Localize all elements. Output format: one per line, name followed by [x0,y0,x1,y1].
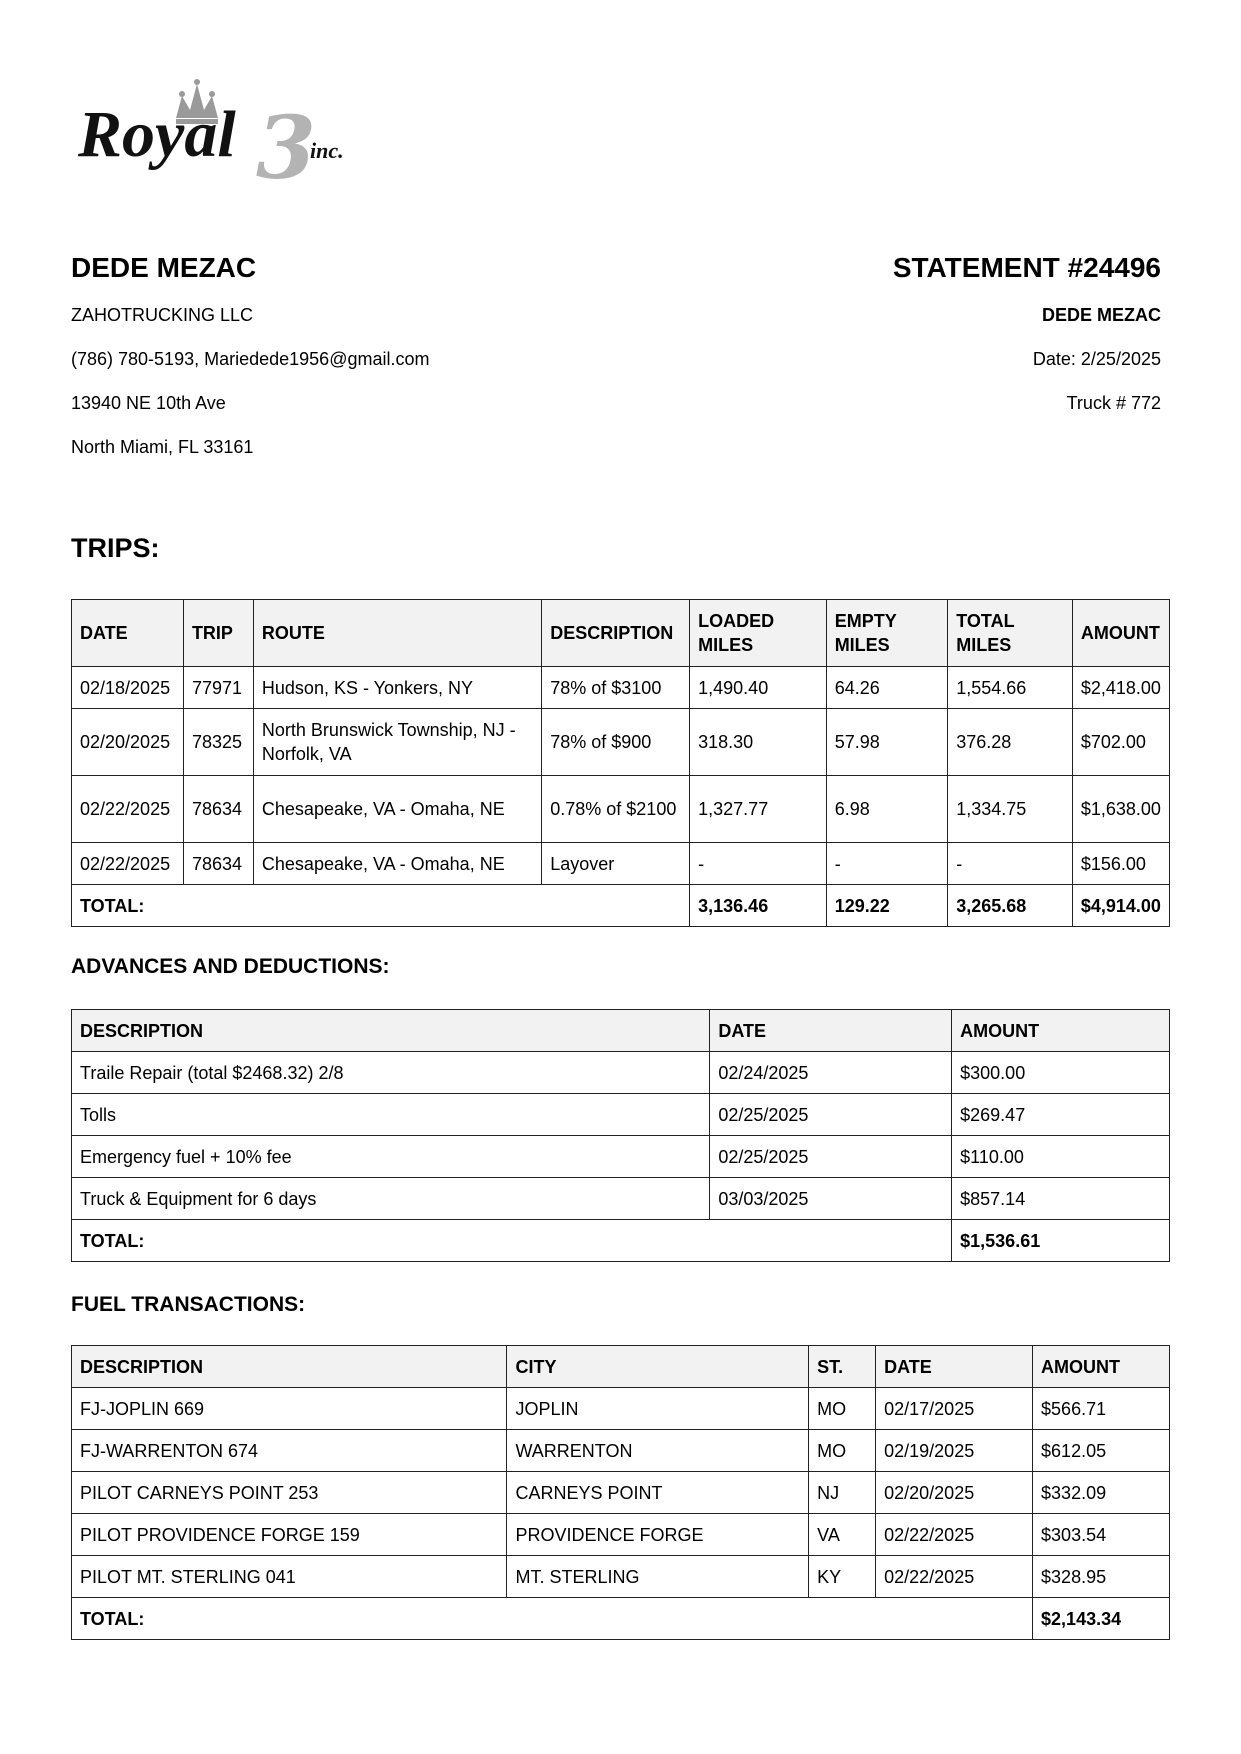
table-row [72,1052,1170,1094]
total-row [72,1220,1170,1262]
cell: 318.30 [690,709,827,776]
cell: Traile Repair (total $2468.32) 2/8 [72,1052,710,1094]
table-row [72,1094,1170,1136]
col-description: DESCRIPTION [72,1346,507,1388]
total-amount: $1,536.61 [952,1220,1170,1262]
col-city: CITY [507,1346,809,1388]
cell: 1,334.75 [948,776,1073,843]
cell: $332.09 [1033,1472,1170,1514]
cell: - [690,843,827,885]
trips-table [71,599,1170,927]
cell: MT. STERLING [507,1556,809,1598]
col-amount: AMOUNT [952,1010,1170,1052]
cell: - [826,843,948,885]
col-total-miles: TOTAL MILES [948,600,1073,667]
col-date: DATE [72,600,184,667]
total-loaded-miles: 3,136.46 [690,885,827,927]
cell: 1,554.66 [948,667,1073,709]
cell: $2,418.00 [1072,667,1169,709]
royal-3-inc-logo [78,78,388,188]
cell: 02/22/2025 [876,1556,1033,1598]
col-route: ROUTE [253,600,541,667]
col-loaded-miles: LOADED MILES [690,600,827,667]
cell: 78634 [183,843,253,885]
cell: 376.28 [948,709,1073,776]
contact-info: (786) 780-5193, Mariedede1956@gmail.com [71,349,430,369]
total-empty-miles: 129.22 [826,885,948,927]
total-label: TOTAL: [72,1598,1033,1640]
total-amount: $4,914.00 [1072,885,1169,927]
logo-suffix: inc. [310,138,344,163]
cell: 02/17/2025 [876,1388,1033,1430]
cell: $156.00 [1072,843,1169,885]
cell: 02/24/2025 [710,1052,952,1094]
table-row [72,843,1170,885]
cell: CARNEYS POINT [507,1472,809,1514]
cell: $303.54 [1033,1514,1170,1556]
cell: 02/25/2025 [710,1136,952,1178]
cell: 02/19/2025 [876,1430,1033,1472]
trips-title: TRIPS: [71,533,160,563]
cell: 1,327.77 [690,776,827,843]
cell: 0.78% of $2100 [542,776,690,843]
cell: Chesapeake, VA - Omaha, NE [253,776,541,843]
cell: $612.05 [1033,1430,1170,1472]
col-empty-miles: EMPTY MILES [826,600,948,667]
logo-numeral: 3 [256,98,316,188]
table-row [72,709,1170,776]
cell: 6.98 [826,776,948,843]
cell: $269.47 [952,1094,1170,1136]
cell: 02/18/2025 [72,667,184,709]
cell: FJ-WARRENTON 674 [72,1430,507,1472]
col-description: DESCRIPTION [72,1010,710,1052]
cell: Layover [542,843,690,885]
total-label: TOTAL: [72,1220,952,1262]
truck-number: Truck # 772 [1066,393,1161,413]
statement-info [601,250,1161,436]
table-header-row [72,1346,1170,1388]
advances-table [71,1009,1170,1262]
cell: - [948,843,1073,885]
col-date: DATE [710,1010,952,1052]
cell: JOPLIN [507,1388,809,1430]
company-name: ZAHOTRUCKING LLC [71,305,254,325]
table-row [72,1472,1170,1514]
advances-title: ADVANCES AND DEDUCTIONS: [71,955,390,978]
total-amount: $2,143.34 [1033,1598,1170,1640]
table-row [72,667,1170,709]
cell: $857.14 [952,1178,1170,1220]
cell: 64.26 [826,667,948,709]
cell: 78% of $3100 [542,667,690,709]
cell: 78% of $900 [542,709,690,776]
fuel-table [71,1345,1170,1640]
driver-name: DEDE MEZAC [71,252,257,283]
col-trip: TRIP [183,600,253,667]
cell: Truck & Equipment for 6 days [72,1178,710,1220]
cell: $328.95 [1033,1556,1170,1598]
cell: MO [809,1388,876,1430]
table-row [72,1178,1170,1220]
table-row [72,776,1170,843]
cell: Emergency fuel + 10% fee [72,1136,710,1178]
cell: 57.98 [826,709,948,776]
cell: Tolls [72,1094,710,1136]
table-header-row [72,1010,1170,1052]
cell: 02/25/2025 [710,1094,952,1136]
statement-name: DEDE MEZAC [1041,305,1161,325]
cell: PILOT PROVIDENCE FORGE 159 [72,1514,507,1556]
cell: 02/20/2025 [876,1472,1033,1514]
col-description: DESCRIPTION [542,600,690,667]
cell: NJ [809,1472,876,1514]
address-line-2: North Miami, FL 33161 [71,437,254,457]
statement-date: Date: 2/25/2025 [1032,349,1161,369]
cell: $1,638.00 [1072,776,1169,843]
cell: 1,490.40 [690,667,827,709]
cell: 02/22/2025 [876,1514,1033,1556]
cell: MO [809,1430,876,1472]
driver-info [71,250,631,480]
fuel-title: FUEL TRANSACTIONS: [71,1293,306,1316]
cell: $702.00 [1072,709,1169,776]
cell: PILOT MT. STERLING 041 [72,1556,507,1598]
total-row [72,1598,1170,1640]
table-row [72,1556,1170,1598]
cell: 02/20/2025 [72,709,184,776]
table-row [72,1136,1170,1178]
cell: Hudson, KS - Yonkers, NY [253,667,541,709]
table-row [72,1388,1170,1430]
logo-brand: Royal [78,98,236,171]
cell: 77971 [183,667,253,709]
address-line-1: 13940 NE 10th Ave [71,393,226,413]
cell: 02/22/2025 [72,776,184,843]
cell: KY [809,1556,876,1598]
col-state: ST. [809,1346,876,1388]
cell: $566.71 [1033,1388,1170,1430]
cell: 78325 [183,709,253,776]
cell: 03/03/2025 [710,1178,952,1220]
statement-title: STATEMENT #24496 [892,252,1161,283]
table-row [72,1514,1170,1556]
cell: 02/22/2025 [72,843,184,885]
cell: WARRENTON [507,1430,809,1472]
cell: $300.00 [952,1052,1170,1094]
cell: FJ-JOPLIN 669 [72,1388,507,1430]
cell: Chesapeake, VA - Omaha, NE [253,843,541,885]
cell: PILOT CARNEYS POINT 253 [72,1472,507,1514]
cell: North Brunswick Township, NJ - Norfolk, VA [253,709,541,776]
col-amount: AMOUNT [1033,1346,1170,1388]
cell: VA [809,1514,876,1556]
total-row [72,885,1170,927]
col-date: DATE [876,1346,1033,1388]
table-header-row [72,600,1170,667]
table-row [72,1430,1170,1472]
total-label: TOTAL: [72,885,690,927]
cell: $110.00 [952,1136,1170,1178]
cell: PROVIDENCE FORGE [507,1514,809,1556]
col-amount: AMOUNT [1072,600,1169,667]
cell: 78634 [183,776,253,843]
total-miles: 3,265.68 [948,885,1073,927]
